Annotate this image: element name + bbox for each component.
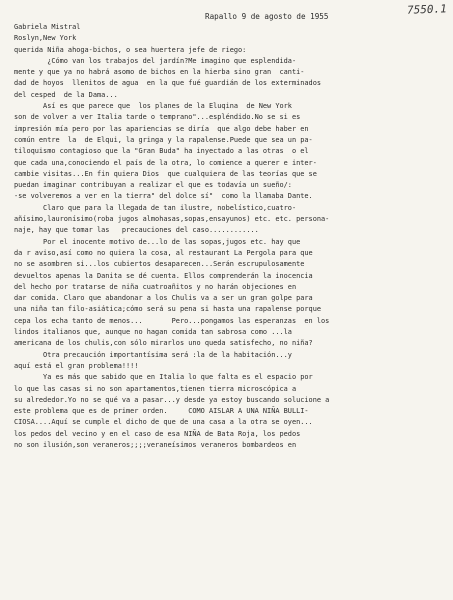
text-line: impresión mía pero por las apariencias se diría que algo debe haber en [14, 124, 309, 133]
text-line: que cada una,conociendo el país de la otra, lo comience a querer e inter- [14, 158, 317, 167]
text-line: común entre la de Elqui, la gringa y la rapalense.Puede que sea un pa- [14, 135, 313, 144]
text-line: dad de hoyos llenitos de agua en la que fué guardián de los exterminados [14, 79, 321, 88]
text-line: lo que las casas si no son apartamentos,tienen tierra microscópica a [14, 384, 297, 393]
addressee-name: Gabriela Mistral [14, 23, 81, 31]
text-line: americana de los chulis,con sólo mirarlos uno queda satisfecho, no niña? [14, 339, 313, 348]
text-line: lindos italianos que, aunque no hagan comida tan sabrosa como ...la [14, 328, 292, 337]
text-line: los pedos del vecino y en el caso de esa NIÑA de Bata Roja, los pedos [14, 429, 301, 438]
text-line: del cesped de la Dama... [14, 90, 118, 99]
text-line: da r aviso,así como no quiera la cosa, al restaurant La Pergola para que [14, 248, 313, 257]
text-line: Claro que para la llegada de tan ilustre, nobelístico,cuatro- [14, 203, 297, 212]
text-line: cambie visitas...En fin quiera Dios que cualquiera de las teorías que se [14, 169, 317, 178]
text-line: Otra precaución importantísima será :la de la habitación...y [14, 350, 292, 359]
text-line: CIOSA....Aquí se cumple el dicho de que de una casa a la otra se oyen... [14, 418, 313, 427]
text-line: tiloquismo contagioso que la "Gran Buda" ha inyectado a las otras o el [14, 147, 309, 156]
letter-body [14, 22, 446, 451]
text-line: son de volver a ver Italia tarde o temprano"...espléndido.No se si es [14, 113, 301, 122]
text-line: su alrededor.Yo no se qué va a pasar...y desde ya estoy buscando solucione a [14, 395, 330, 404]
text-line: no se asombren si...los cubiertos desaparecen...Serán escrupulosamente [14, 260, 305, 269]
text-line: Ya es más que sabido que en Italia lo que falta es el espacio por [14, 373, 313, 382]
text-line: querida Niña ahoga-bichos, o sea huertera jefe de riego: [14, 45, 247, 54]
text-line: ¿Cómo van los trabajos del jardín?Me imagino que esplendida- [14, 56, 297, 65]
addressee-place: Roslyn,New York [14, 34, 77, 43]
archive-number-stamp: 7550.1 [407, 2, 448, 17]
text-line: Así es que parece que los planes de la Eluqina de New York [14, 102, 292, 111]
text-line: Por el inocente motivo de...lo de las sopas,jugos etc. hay que [14, 237, 301, 246]
text-line: -se volveremos a ver en la tierra" del dolce sí" como la llamaba Dante. [14, 192, 313, 201]
text-line: dar comida. Claro que abandonar a los Chulis va a ser un gran golpe para [14, 294, 313, 303]
text-line: puedan imaginar contribuyan a realizar el que es todavía un sueño/: [14, 181, 292, 190]
text-line: no son ilusión,son veraneros;;;;veraneísimos veraneros bombardeos en [14, 440, 297, 449]
text-line: añísimo,lauronísimo(roba jugos almohasas,sopas,ensayunos) etc. etc. persona- [14, 215, 330, 224]
text-line: una niña tan filo-asiática;cómo será su pena si hasta una rapalense porque [14, 305, 321, 314]
text-line: cepa los echa tanto de menos... Pero...pongamos las esperanzas en los [14, 316, 330, 325]
text-line: aquí está el gran problema!!!! [14, 361, 139, 370]
text-line: devueltos apenas la Danita se dé cuenta. Ellos comprenderán la inocencia [14, 271, 313, 280]
dateline: Rapallo 9 de agosto de 1955 [205, 12, 329, 21]
text-line: naje, hay que tomar las precauciones del caso............ [14, 226, 259, 235]
text-line: mente y que ya no habrá asomo de bichos en la hierba sino gran canti- [14, 68, 305, 77]
text-line: del hecho por tratarse de niña cuatroañitos y no harán objeciones en [14, 282, 297, 291]
text-line: este problema que es de primer orden. COMO AISLAR A UNA NIÑA BULLI- [14, 407, 309, 416]
